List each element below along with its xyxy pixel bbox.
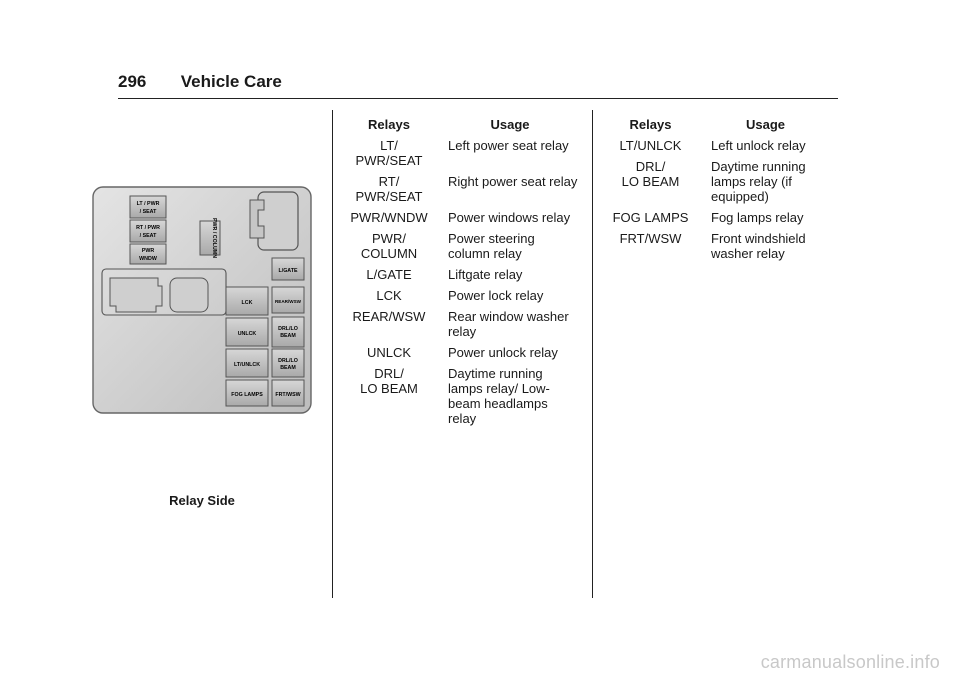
table-row (338, 231, 588, 261)
relay-lck (226, 287, 268, 315)
label-lt-pwr-seat-2: / SEAT (139, 209, 157, 215)
figure-caption: Relay Side (169, 493, 235, 508)
header-usage: Usage (745, 117, 786, 132)
relay-usage: Front windshield washer relay (711, 231, 806, 261)
relay-drl-lo-beam-2 (272, 349, 304, 377)
relay-lgate (272, 258, 304, 280)
column-divider-1 (332, 110, 333, 598)
table-header (338, 117, 588, 132)
header-relays: Relays (629, 117, 672, 132)
relay-usage: Left power seat relay (448, 138, 569, 153)
table-row (338, 309, 588, 339)
relay-name: DRL/ LO BEAM (621, 159, 680, 189)
label-drl-lo-beam-2b: BEAM (280, 365, 296, 371)
relay-name: FOG LAMPS (612, 210, 689, 225)
relay-unlck (226, 318, 268, 346)
table-row (338, 288, 588, 303)
relay-lt-unlck (226, 349, 268, 377)
relay-name: L/GATE (366, 267, 412, 282)
label-pwr-wndw-2: WNDW (139, 256, 157, 262)
relay-name: PWR/ COLUMN (360, 231, 418, 261)
relay-usage: Right power seat relay (448, 174, 578, 189)
label-pwr-column: PWR / COLUMN (211, 217, 217, 259)
relay-usage: Fog lamps relay (711, 210, 804, 225)
page-number: 296 (118, 72, 147, 91)
label-drl-lo-beam-1a: DRL/LO (278, 326, 298, 332)
relay-lt-pwr-seat (130, 196, 166, 218)
relay-usage: Power lock relay (448, 288, 544, 303)
table-row (338, 138, 588, 168)
relay-pwr-wndw (130, 244, 166, 264)
header-rule (118, 98, 838, 99)
header-usage: Usage (490, 117, 530, 132)
relay-usage: Power steering column relay (448, 231, 535, 261)
relay-drl-lo-beam-1 (272, 317, 304, 347)
watermark: carmanualsonline.info (760, 652, 940, 672)
table-row (338, 210, 588, 225)
section-title: Vehicle Care (180, 72, 282, 91)
relay-name: REAR/WSW (352, 309, 426, 324)
relay-name: UNLCK (366, 345, 412, 360)
relay-name: LCK (376, 288, 402, 303)
relay-frt-wsw (272, 380, 304, 406)
relay-rear-wsw (272, 287, 304, 313)
table-row (338, 267, 588, 282)
label-lgate: L/GATE (278, 268, 298, 274)
label-lt-unlck: LT/UNLCK (233, 362, 261, 368)
label-rear-wsw: REAR/WSW (274, 299, 302, 304)
relay-usage: Power windows relay (448, 210, 571, 225)
page-header (118, 72, 282, 92)
label-lck: LCK (241, 300, 253, 306)
relay-rt-pwr-seat (130, 220, 166, 242)
relay-usage: Rear window washer relay (448, 309, 569, 339)
relay-name: LT/UNLCK (619, 138, 682, 153)
label-rt-pwr-seat-2: / SEAT (139, 233, 157, 239)
column-divider-2 (592, 110, 593, 598)
label-unlck: UNLCK (237, 331, 257, 337)
label-frt-wsw: FRT/WSW (275, 392, 301, 398)
relay-block-diagram (92, 186, 312, 414)
table-row (598, 159, 838, 204)
table-header (598, 117, 838, 132)
relay-table-right (598, 117, 838, 267)
table-row (338, 366, 588, 426)
label-rt-pwr-seat-1: RT / PWR (136, 225, 160, 231)
relay-name: FRT/WSW (619, 231, 682, 246)
relay-name: DRL/ LO BEAM (360, 366, 418, 396)
label-fog-lamps: FOG LAMPS (231, 392, 263, 398)
relay-usage: Liftgate relay (448, 267, 523, 282)
relay-name: RT/ PWR/SEAT (355, 174, 423, 204)
table-row (338, 174, 588, 204)
table-row (598, 231, 838, 261)
relay-pwr-column (200, 218, 220, 258)
relay-usage: Daytime running lamps relay/ Low-beam headlamps relay (448, 366, 550, 426)
label-drl-lo-beam-2a: DRL/LO (278, 358, 298, 364)
relay-name: LT/ PWR/SEAT (355, 138, 423, 168)
relay-fog-lamps (226, 380, 268, 406)
table-row (598, 210, 838, 225)
relay-name: PWR/WNDW (350, 210, 428, 225)
label-pwr-wndw-1: PWR (141, 248, 155, 254)
relay-usage: Left unlock relay (711, 138, 806, 153)
header-relays: Relays (368, 117, 410, 132)
relay-usage: Daytime running lamps relay (if equipped) (711, 159, 806, 204)
relay-table-left (338, 117, 588, 432)
relay-usage: Power unlock relay (448, 345, 558, 360)
table-row (338, 345, 588, 360)
table-row (598, 138, 838, 153)
label-drl-lo-beam-1b: BEAM (280, 333, 296, 339)
label-lt-pwr-seat-1: LT / PWR (136, 201, 160, 207)
